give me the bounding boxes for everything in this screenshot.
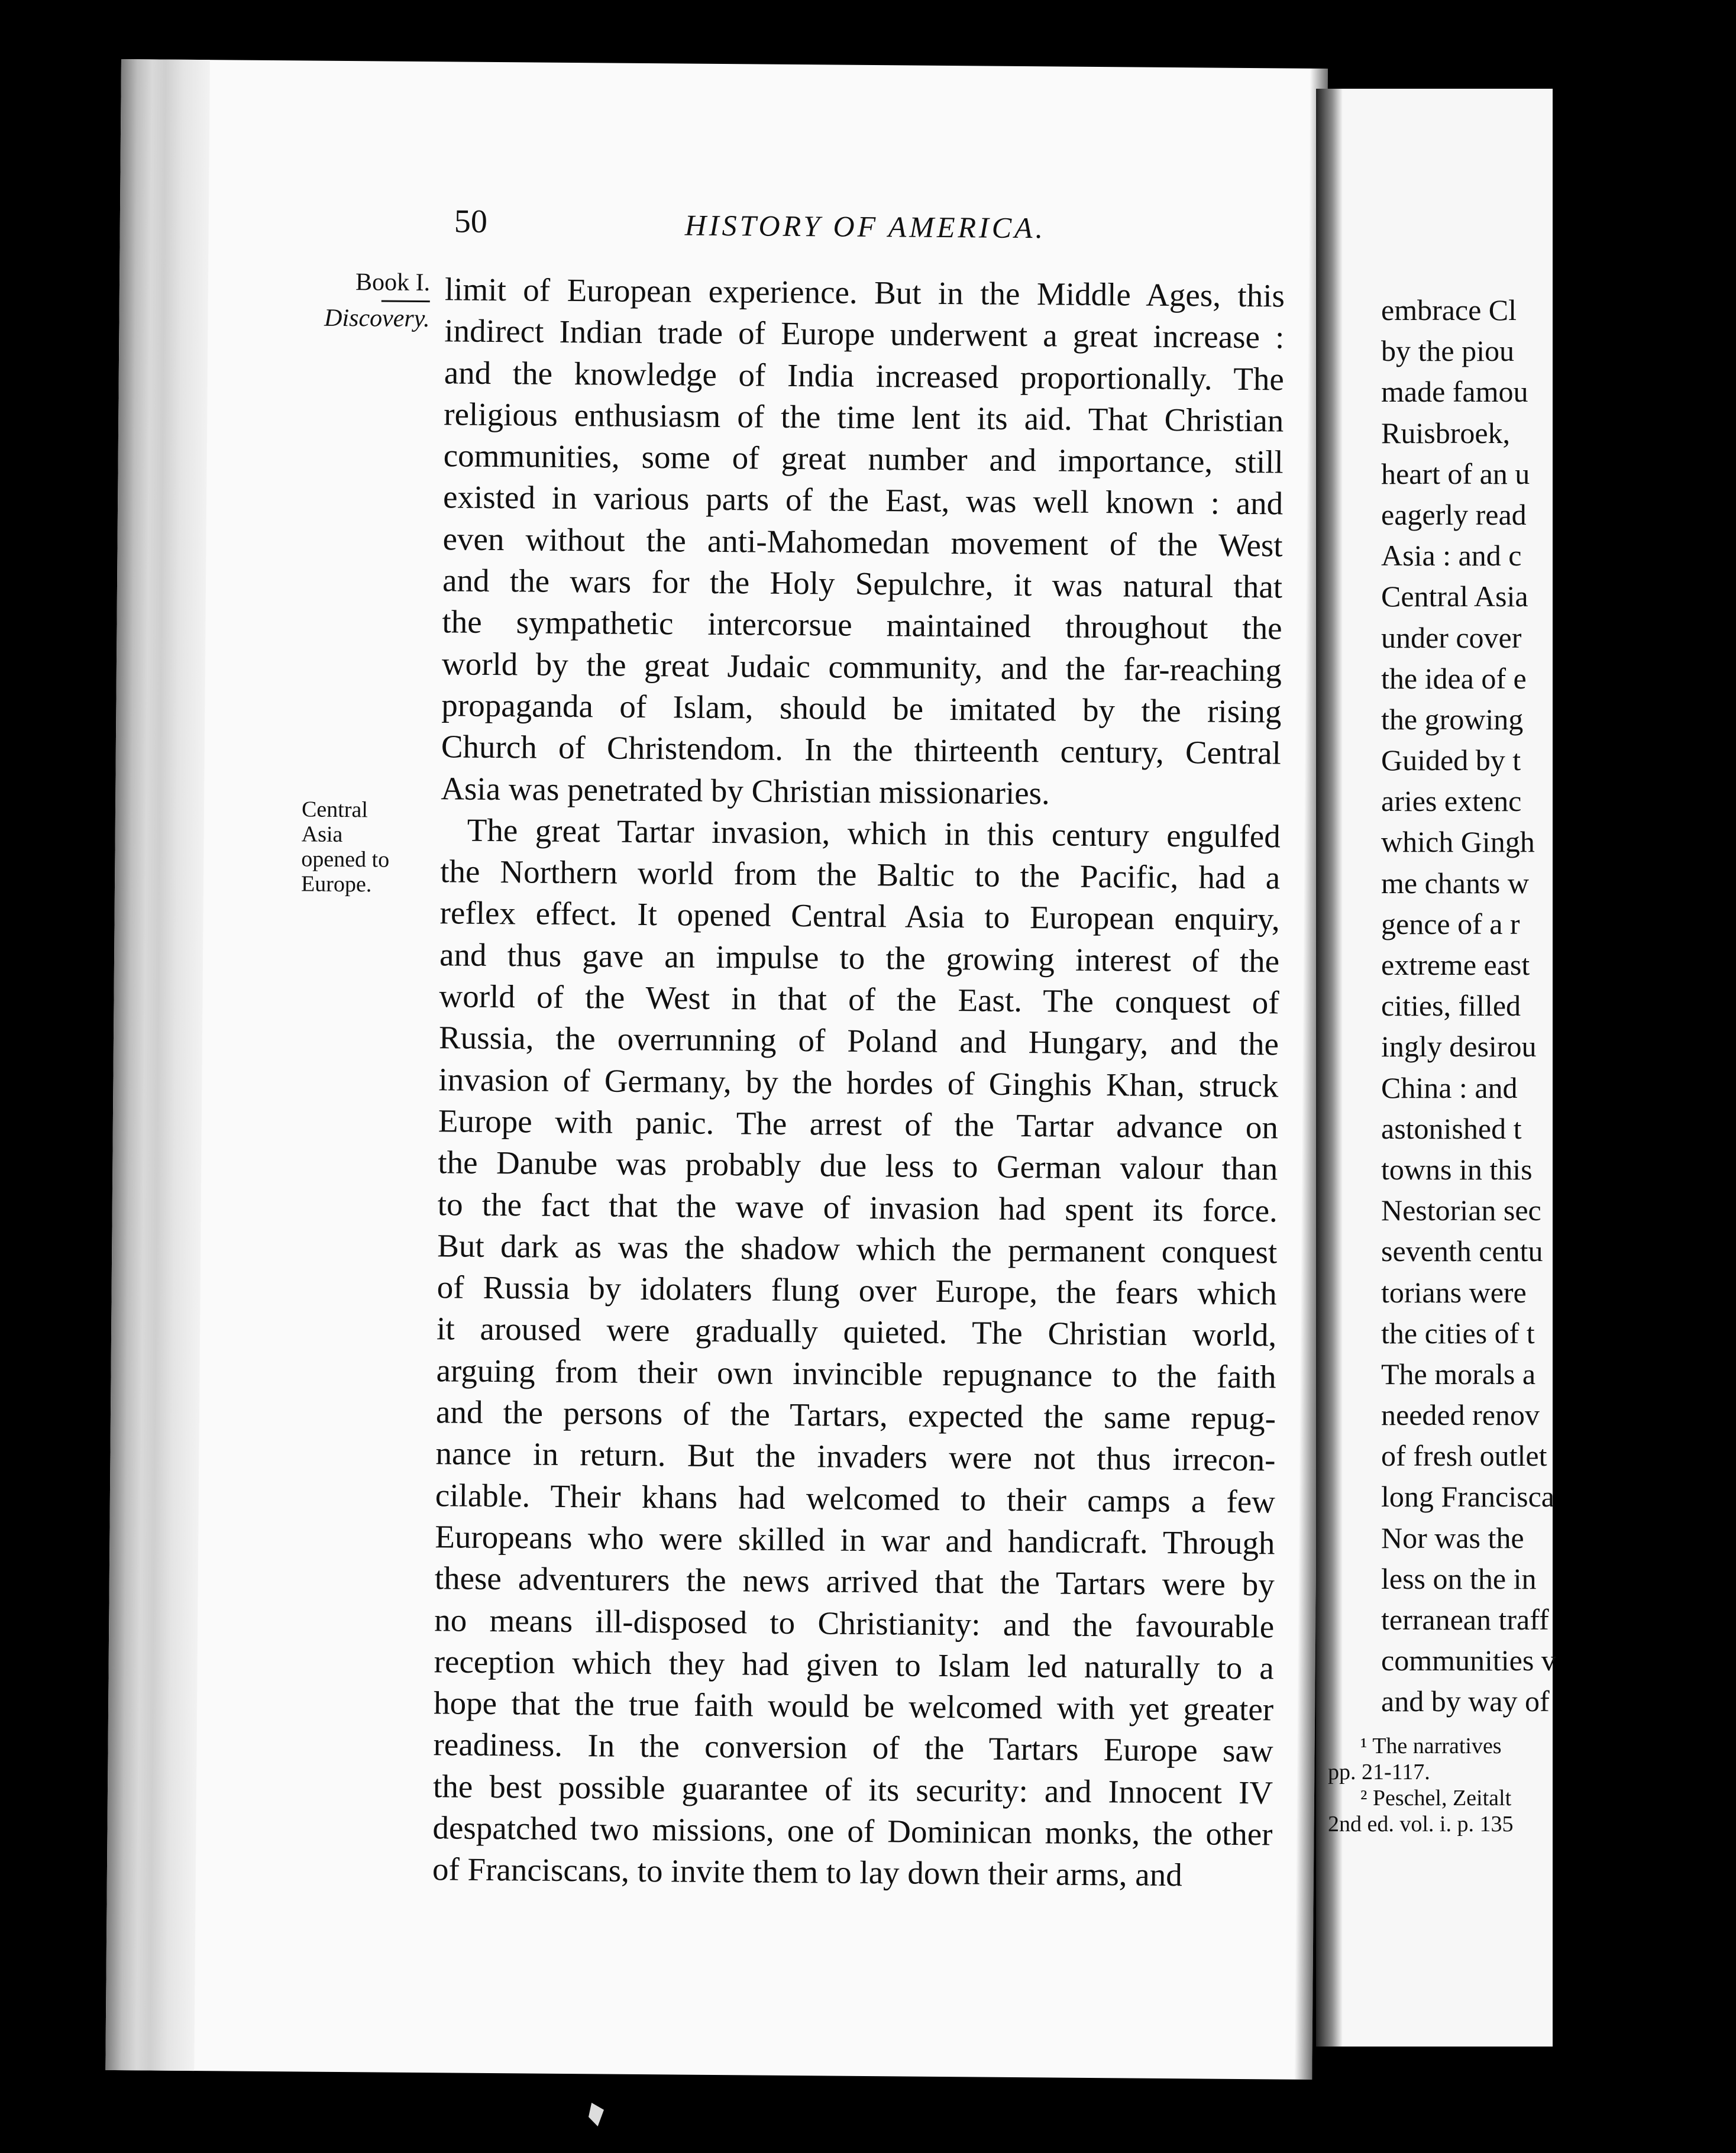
- text-line: reflex effect. It opened Central Asia to European enquiry,: [439, 894, 1280, 938]
- text-line: gence of a r: [1381, 907, 1520, 940]
- text-line: it aroused were gradually quieted. The Christian world,: [436, 1310, 1277, 1353]
- text-line: no means ill-disposed to Christianity: and the favourable: [434, 1601, 1275, 1644]
- text-line: Europe with panic. The arrest of the Tartar advance on: [438, 1103, 1279, 1146]
- text-line: needed renov: [1381, 1398, 1540, 1432]
- text-line: world of the West in that of the East. The conquest of: [439, 978, 1279, 1021]
- text-line: propaganda of Islam, should be imitated by the rising: [441, 687, 1282, 730]
- text-line: invasion of Germany, by the hordes of Ginghis Khan, struck: [438, 1061, 1279, 1104]
- text-line: ingly desirou: [1381, 1030, 1537, 1063]
- text-line: reception which they had given to Islam led naturally to a: [434, 1643, 1274, 1686]
- side-note-line: Central: [301, 797, 368, 823]
- text-line: and the knowledge of India increased proportionally. The: [444, 354, 1285, 397]
- text-line: the Danube was probably due less to German valour than: [438, 1144, 1278, 1187]
- margin-section-label: Discovery.: [324, 304, 430, 333]
- side-note-line: Asia: [301, 822, 343, 847]
- footnote-line: pp. 21-117.: [1328, 1760, 1430, 1785]
- text-line: me chants w: [1381, 866, 1529, 900]
- text-line: of fresh outlet: [1381, 1439, 1547, 1473]
- text-line: extreme east: [1381, 948, 1530, 981]
- text-line: arguing from their own invincible repugnance to the faith: [436, 1352, 1276, 1395]
- text-line: Church of Christendom. In the thirteenth century, Central: [441, 728, 1282, 771]
- text-line: Asia was penetrated by Christian missionaries.: [441, 770, 1050, 811]
- text-line: the Northern world from the Baltic to the Pacific, had a: [439, 853, 1281, 896]
- text-line: Asia : and c: [1381, 539, 1522, 573]
- text-line: made famou: [1381, 375, 1528, 409]
- text-line: Central Asia: [1381, 580, 1528, 613]
- text-line: Guided by t: [1381, 743, 1521, 777]
- text-line: nance in return. But the invaders were not thus irrecon-: [435, 1435, 1276, 1478]
- text-line: heart of an u: [1381, 457, 1530, 490]
- text-line: which Gingh: [1381, 825, 1535, 859]
- running-head: [454, 202, 1259, 262]
- text-line: and the persons of the Tartars, expected the same repug-: [435, 1394, 1276, 1437]
- text-line: even without the anti-Mahomedan movement of the West: [442, 521, 1283, 564]
- footnote-line: ² Peschel, Zeitalt: [1360, 1786, 1512, 1811]
- text-line: seventh centu: [1381, 1234, 1543, 1268]
- text-line: the growing: [1381, 702, 1524, 736]
- text-line: to the fact that the wave of invasion had spent its force.: [437, 1185, 1278, 1229]
- text-line: hope that the true faith would be welcomed with yet greater: [433, 1685, 1274, 1728]
- text-line: religious enthusiasm of the time lent its aid. That Christian: [444, 396, 1284, 439]
- text-line: of Russia by idolaters flung over Europe, the fears which: [437, 1269, 1277, 1312]
- text-line: less on the in: [1381, 1562, 1537, 1595]
- text-line: existed in various parts of the East, was well known : and: [442, 479, 1284, 522]
- right-body-text: [1381, 290, 1736, 1722]
- text-line: The great Tartar invasion, which in this century engulfed: [467, 812, 1281, 855]
- text-line: the cities of t: [1381, 1316, 1535, 1350]
- text-line: astonished t: [1381, 1111, 1522, 1145]
- body-text: [432, 269, 1285, 1897]
- text-line: and thus gave an impulse to the growing interest of the: [439, 936, 1280, 979]
- text-line: cities, filled: [1381, 989, 1521, 1023]
- left-page: [105, 59, 1328, 2080]
- right-footnotes: [1328, 1733, 1683, 1837]
- right-page: [1316, 89, 1556, 2047]
- text-line: China : and: [1381, 1071, 1518, 1104]
- text-line: terranean traff: [1381, 1603, 1549, 1636]
- text-line: readiness. In the conversion of the Tartars Europe saw: [433, 1726, 1273, 1769]
- text-line: torians were: [1381, 1275, 1527, 1309]
- side-note-line: opened to: [301, 846, 390, 872]
- text-line: by the piou: [1381, 334, 1514, 368]
- text-line: Europeans who were skilled in war and handicraft. Through: [435, 1518, 1275, 1562]
- page-edge-stack: [105, 59, 210, 2071]
- text-line: world by the great Judaic community, and the far-reaching: [441, 645, 1282, 688]
- footnote-line: 2nd ed. vol. i. p. 135: [1328, 1812, 1514, 1837]
- text-line: Russia, the overrunning of Poland and Hungary, and the: [438, 1019, 1279, 1062]
- text-line: under cover: [1381, 620, 1522, 654]
- margin-rule: [382, 300, 430, 302]
- text-line: the idea of e: [1381, 661, 1527, 695]
- page-number: 50: [454, 203, 488, 240]
- text-line: cilable. Their khans had welcomed to their camps a few: [435, 1476, 1276, 1520]
- side-note-line: Europe.: [300, 871, 372, 897]
- text-line: despatched two missions, one of Dominican monks, the other: [432, 1809, 1273, 1853]
- margin-heading: [317, 268, 430, 333]
- text-line: embrace Cl: [1381, 293, 1517, 326]
- running-title: HISTORY OF AMERICA.: [684, 208, 1046, 245]
- text-line: indirect Indian trade of Europe underwent a great increase :: [444, 312, 1285, 355]
- text-line: eagerly read: [1381, 497, 1527, 531]
- text-line: Nestorian sec: [1381, 1194, 1541, 1227]
- margin-book-label: Book I.: [355, 269, 431, 297]
- text-line: and by way of: [1381, 1685, 1550, 1718]
- text-line: of Franciscans, to invite them to lay down their arms, and: [432, 1851, 1182, 1893]
- side-note: [301, 797, 420, 897]
- text-line: towns in this: [1381, 1152, 1533, 1186]
- text-line: long Francisca: [1381, 1480, 1554, 1514]
- text-line: aries extenc: [1381, 784, 1522, 818]
- text-line: the best possible guarantee of its security: and Innocent IV: [432, 1767, 1273, 1811]
- text-line: limit of European experience. But in the Middle Ages, this: [444, 271, 1285, 314]
- text-line: the sympathetic intercorsue maintained throughout the: [442, 603, 1282, 646]
- text-line: these adventurers the news arrived that the Tartars were by: [434, 1560, 1275, 1603]
- scan-speck: [589, 2103, 604, 2126]
- text-line: communities, some of great number and importance, still: [443, 437, 1284, 480]
- footnote-line: ¹ The narratives: [1360, 1734, 1502, 1758]
- text-line: communities v: [1381, 1644, 1556, 1677]
- text-line: Ruisbroek,: [1381, 416, 1511, 450]
- text-line: and the wars for the Holy Sepulchre, it was natural that: [442, 562, 1283, 605]
- text-line: But dark as was the shadow which the permanent conquest: [437, 1227, 1278, 1271]
- text-line: Nor was the: [1381, 1521, 1524, 1554]
- text-line: The morals a: [1381, 1357, 1536, 1391]
